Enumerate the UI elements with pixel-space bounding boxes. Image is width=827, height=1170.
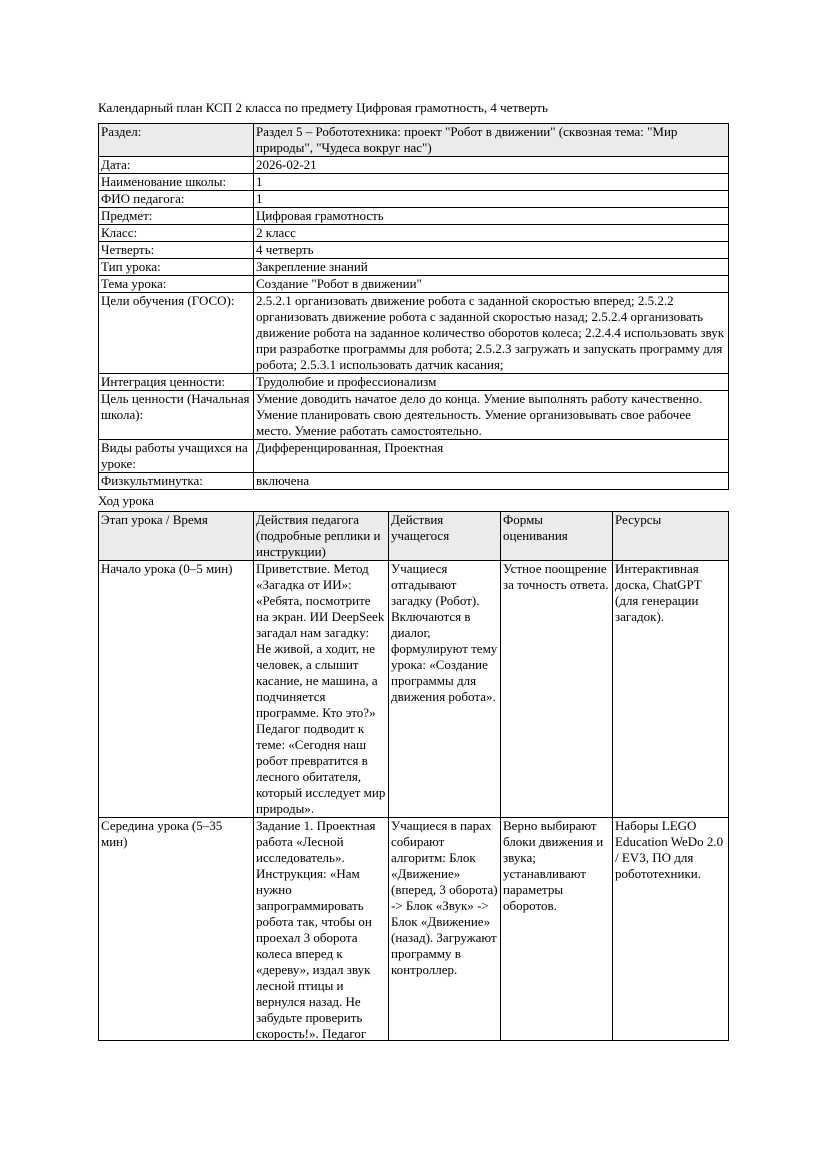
info-value: 4 четверть (254, 242, 729, 259)
table-row (99, 242, 729, 259)
info-label: Наименование школы: (99, 174, 254, 191)
info-label: ФИО педагога: (99, 191, 254, 208)
student-actions-cell: Учащиеся в парах собирают алгоритм: Блок «Движение» (вперед, 3 оборота) -> Блок «Звук» -> Блок «Движение» (назад). Загружают программу в контроллер. (389, 818, 501, 1041)
info-label: Дата: (99, 157, 254, 174)
resources-cell: Интерактивная доска, ChatGPT (для генерации загадок). (613, 561, 729, 818)
info-value: 1 (254, 174, 729, 191)
table-row (99, 293, 729, 374)
info-label: Интеграция ценности: (99, 374, 254, 391)
lesson-column-header: Действия учащегося (389, 512, 501, 561)
info-value: 1 (254, 191, 729, 208)
info-value: Умение доводить начатое дело до конца. Умение выполнять работу качественно. Умение планировать свою деятельность. Умение организовывать свое рабочее место. Умение работать самостоятельно. (254, 391, 729, 440)
info-value: Создание "Робот в движении" (254, 276, 729, 293)
resources-cell: Наборы LEGO Education WeDo 2.0 / EV3, ПО для робототехники. (613, 818, 729, 1041)
lesson-column-header: Формы оценивания (501, 512, 613, 561)
info-label: Тип урока: (99, 259, 254, 276)
lesson-flow-table (98, 511, 729, 1041)
info-label: Тема урока: (99, 276, 254, 293)
lesson-info-table (98, 123, 729, 490)
lesson-column-header: Ресурсы (613, 512, 729, 561)
assessment-cell: Верно выбирают блоки движения и звука; устанавливают параметры оборотов. (501, 818, 613, 1041)
table-row (99, 208, 729, 225)
document-title: Календарный план КСП 2 класса по предмету Цифровая грамотность, 4 четверть (98, 100, 548, 115)
info-value: Дифференцированная, Проектная (254, 440, 729, 473)
table-row (99, 174, 729, 191)
info-label: Четверть: (99, 242, 254, 259)
info-value: включена (254, 473, 729, 490)
info-label: Предмет: (99, 208, 254, 225)
table-row (99, 157, 729, 174)
info-label: Раздел: (99, 124, 254, 157)
lesson-column-header: Действия педагога (подробные реплики и инструкции) (254, 512, 389, 561)
table-row (99, 225, 729, 242)
stage-cell: Середина урока (5–35 мин) (99, 818, 254, 1041)
table-row (99, 124, 729, 157)
lesson-row (99, 818, 729, 1041)
info-label: Цели обучения (ГОСО): (99, 293, 254, 374)
info-value: 2 класс (254, 225, 729, 242)
table-row (99, 191, 729, 208)
info-label: Физкультминутка: (99, 473, 254, 490)
table-row (99, 440, 729, 473)
info-value: 2.5.2.1 организовать движение робота с заданной скоростью вперед; 2.5.2.2 организовать движение робота с заданной скоростью назад; 2.5.2.4 организовать движение робота на заданное количество оборотов колеса; 2.2.4.4 использовать звук при разработке программы для робота; 2.5.2.3 загружать и запускать программу для робота; 2.5.3.1 использовать датчик касания; (254, 293, 729, 374)
table-row (99, 473, 729, 490)
info-label: Цель ценности (Начальная школа): (99, 391, 254, 440)
info-label: Виды работы учащихся на уроке: (99, 440, 254, 473)
info-value: Трудолюбие и профессионализм (254, 374, 729, 391)
info-value: 2026-02-21 (254, 157, 729, 174)
student-actions-cell: Учащиеся отгадывают загадку (Робот). Включаются в диалог, формулируют тему урока: «Создание программы для движения робота». (389, 561, 501, 818)
table-row (99, 391, 729, 440)
table-row (99, 276, 729, 293)
lesson-row (99, 561, 729, 818)
stage-cell: Начало урока (0–5 мин) (99, 561, 254, 818)
lesson-header-row (99, 512, 729, 561)
section-heading: Ход урока (98, 493, 154, 508)
assessment-cell: Устное поощрение за точность ответа. (501, 561, 613, 818)
lesson-column-header: Этап урока / Время (99, 512, 254, 561)
info-label: Класс: (99, 225, 254, 242)
table-row (99, 259, 729, 276)
teacher-actions-cell: Приветствие. Метод «Загадка от ИИ»: «Ребята, посмотрите на экран. ИИ DeepSeek загадал нам загадку: Не живой, а ходит, не человек, а слышит касание, не машина, а подчиняется программе. Кто это?» Педагог подводит к теме: «Сегодня наш робот превратится в лесного обитателя, который исследует мир природы». (254, 561, 389, 818)
teacher-actions-cell: Задание 1. Проектная работа «Лесной исследователь». Инструкция: «Нам нужно запрограммировать робота так, чтобы он проехал 3 оборота колеса вперед к «дереву», издал звук лесной птицы и вернулся назад. Не забудьте проверить скорость!». Педагог (254, 818, 389, 1041)
table-row (99, 374, 729, 391)
info-value: Закрепление знаний (254, 259, 729, 276)
info-value: Раздел 5 – Робототехника: проект "Робот в движении" (сквозная тема: "Мир природы", "Чудеса вокруг нас") (254, 124, 729, 157)
info-value: Цифровая грамотность (254, 208, 729, 225)
